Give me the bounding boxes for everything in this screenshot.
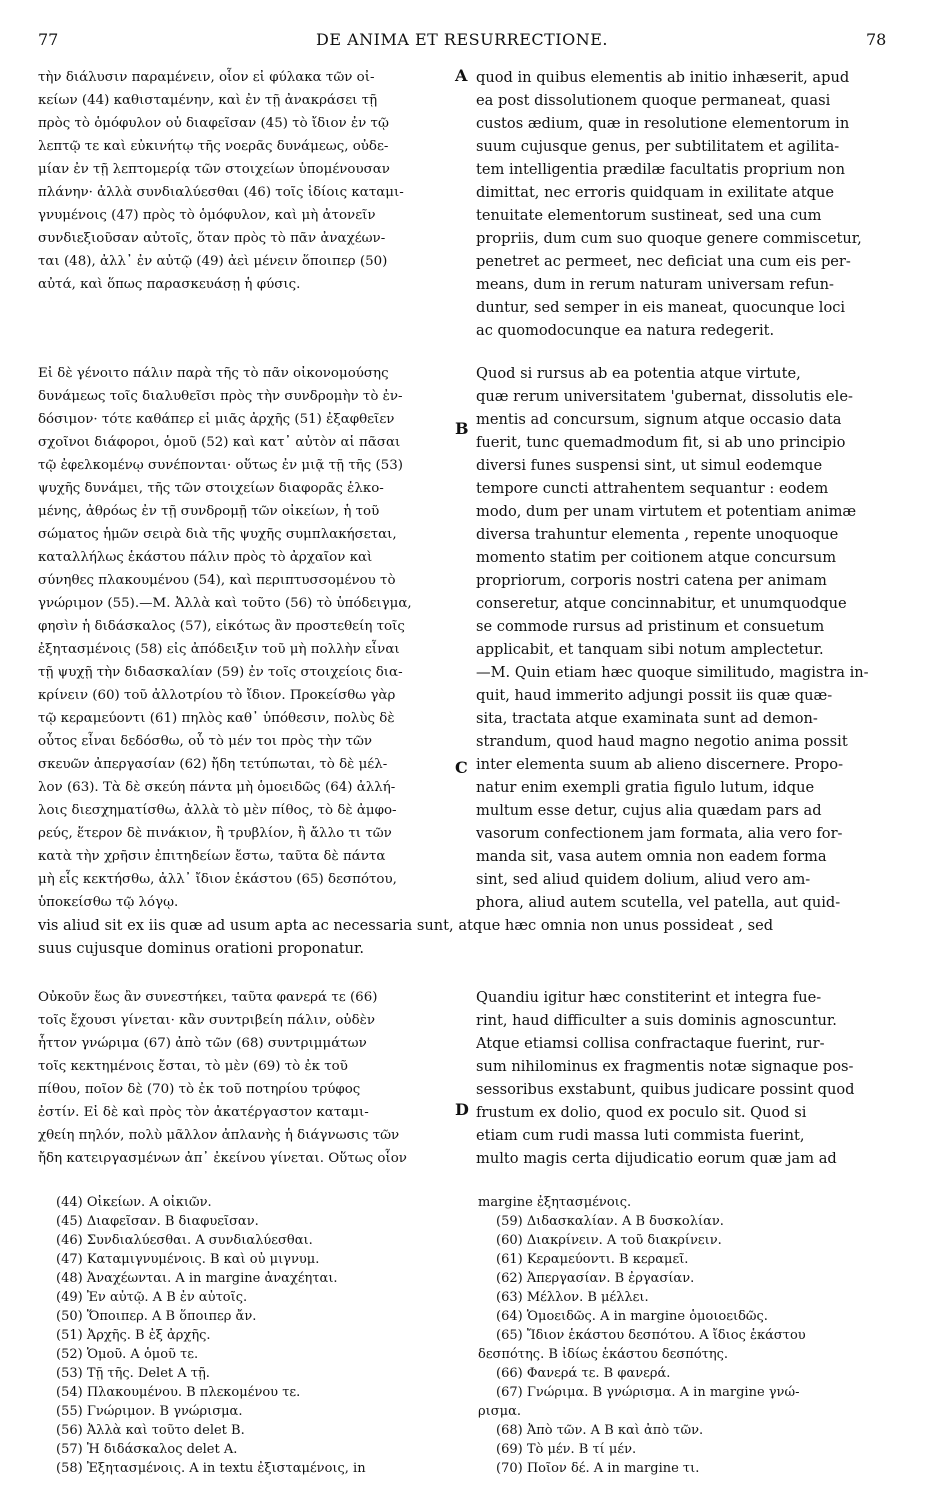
greek-line: λοις διεσχηματίσθω, ἀλλὰ τὸ μὲν πίθος, τὸ δὲ ἀμφο- (38, 803, 397, 818)
footnote: (62) Ἀπεργασίαν. B ἐργασίαν. (496, 1271, 695, 1286)
latin-line: propriorum, corporis nostri catena per animam (476, 572, 827, 589)
page-number-right: 78 (866, 30, 887, 49)
greek-line: λον (63). Τὰ δὲ σκεύη πάντα μὴ ὁμοειδῶς (64) ἀλλή- (38, 780, 396, 795)
greek-line: ἐστίν. Εἰ δὲ καὶ πρὸς τὸν ἀκατέργαστον καταμι- (38, 1105, 369, 1120)
latin-line: ac quomodocunque ea natura redegerit. (476, 322, 775, 339)
latin-line: tenuitate elementorum sustineat, sed una cum (476, 207, 822, 224)
footnote: ρισμα. (478, 1404, 521, 1419)
latin-line: duntur, sed semper in eis maneat, quocunque loci (476, 299, 846, 316)
running-title: DE ANIMA ET RESURRECTIONE. (316, 30, 608, 49)
greek-line: καταλλήλως ἑκάστου πάλιν πρὸς τὸ ἀρχαῖον καὶ (38, 550, 373, 565)
latin-line: ea post dissolutionem quoque permaneat, quasi (476, 92, 831, 109)
latin-line: sessoribus exstabunt, quibus judicare possint quod (476, 1081, 855, 1098)
margin-marker-a: A (455, 66, 468, 85)
latin-line: diversa trahuntur elementa , repente unoquoque (476, 526, 839, 543)
greek-line: συνδιεξιοῦσαν αὐτοῖς, ὅταν πρὸς τὸ πᾶν ἀναχέων- (38, 231, 386, 246)
greek-line: Οὐκοῦν ἕως ἂν συνεστήκει, ταῦτα φανερά τε (66) (38, 990, 378, 1005)
latin-line: inter elementa suum ab alieno discernere. Propo- (476, 756, 843, 773)
greek-line: πρὸς τὸ ὁμόφυλον οὐ διαφεῖσαν (45) τὸ ἴδιον ἐν τῷ (38, 116, 389, 131)
latin-line: quod in quibus elementis ab initio inhæserit, apud (476, 69, 850, 86)
greek-line: μένης, ἀθρόως ἐν τῇ συνδρομῇ τῶν οἰκείων, ἡ τοῦ (38, 504, 380, 519)
latin-line: tem intelligentia prædilæ facultatis proprium non (476, 161, 845, 178)
latin-line: multo magis certa dijudicatio eorum quæ jam ad (476, 1150, 837, 1167)
greek-line: ται (48), ἀλλ᾽ ἐν αὐτῷ (49) ἀεὶ μένειν ὅποιπερ (50) (38, 254, 388, 269)
footnote: margine ἐξητασμένοις. (478, 1195, 632, 1210)
greek-line: κρίνειν (60) τοῦ ἀλλοτρίου τὸ ἴδιον. Προκείσθω γὰρ (38, 688, 396, 703)
latin-line: quæ rerum universitatem 'gubernat, dissolutis ele- (476, 388, 853, 405)
latin-line: conseretur, atque concinnabitur, et unumquodque (476, 595, 847, 612)
latin-line: quit, haud immerito adjungi possit iis quæ quæ- (476, 687, 833, 704)
greek-line: σχοῖνοι διάφοροι, ὁμοῦ (52) καὶ κατ᾽ αὐτὸν αἱ πᾶσαι (38, 435, 401, 450)
footnotes-right (478, 1193, 891, 1478)
latin-line: natur enim exempli gratia figulo lutum, idque (476, 779, 815, 796)
footnote: (49) Ἐν αὐτῷ. A B ἐν αὐτοῖς. (56, 1290, 248, 1305)
footnote: (66) Φανερά τε. B φανερά. (496, 1366, 671, 1381)
greek-line: τὴν διάλυσιν παραμένειν, οἷον εἰ φύλακα τῶν οἰ- (38, 70, 375, 85)
greek-line: σώματος ἡμῶν σειρὰ διὰ τῆς ψυχῆς συμπλακήσεται, (38, 527, 397, 542)
footnote: (45) Διαφεῖσαν. B διαφυεῖσαν. (56, 1214, 259, 1229)
latin-line: sint, sed aliud quidem dolium, aliud vero am- (476, 871, 811, 888)
greek-line: πίθου, ποῖον δὲ (70) τὸ ἐκ τοῦ ποτηρίου τρύφος (38, 1082, 361, 1097)
latin-column-section-3 (476, 986, 891, 1170)
footnote: (64) Ὁμοειδῶς. A in margine ὁμοιοειδῶς. (496, 1309, 768, 1324)
latin-line: Quod si rursus ab ea potentia atque virtute, (476, 365, 801, 382)
footnote: (44) Οἰκείων. A οἰκιῶν. (56, 1195, 212, 1210)
latin-line: phora, aliud autem scutella, vel patella, aut quid- (476, 894, 841, 911)
greek-line: ἤδη κατειργασμένων ἀπ᾽ ἐκείνου γίνεται. Οὕτως οἷον (38, 1151, 407, 1166)
latin-column-section-2 (476, 362, 891, 914)
greek-line: ἐξητασμένοις (58) εἰς ἀπόδειξιν τοῦ μὴ πολλὴν εἶναι (38, 642, 400, 657)
greek-line: μίαν ἐν τῇ λεπτομερίᾳ τῶν στοιχείων ὑπομένουσαν (38, 162, 390, 177)
footnote: (47) Καταμιγνυμένοις. B καὶ οὐ μιγνυμ. (56, 1252, 320, 1267)
latin-line: dimittat, nec erroris quidquam in exilitate atque (476, 184, 834, 201)
greek-line: γνυμένοις (47) πρὸς τὸ ὁμόφυλον, καὶ μὴ ἀτονεῖν (38, 208, 376, 223)
latin-line: rint, haud difficulter a suis dominis agnoscuntur. (476, 1012, 837, 1029)
margin-marker-c: C (455, 758, 468, 777)
latin-line: multum esse detur, cujus alia quædam pars ad (476, 802, 822, 819)
latin-line: sum nihilominus ex fragmentis notæ signaque pos- (476, 1058, 854, 1075)
greek-line: τοῖς ἔχουσι γίνεται· κἂν συντριβείη πάλιν, οὐδὲν (38, 1013, 375, 1028)
greek-line: Εἰ δὲ γένοιτο πάλιν παρὰ τῆς τὸ πᾶν οἰκονομούσης (38, 366, 389, 381)
greek-line: αὐτά, καὶ ὅπως παρασκευάσῃ ἡ φύσις. (38, 277, 301, 292)
greek-line: μὴ εἷς κεκτήσθω, ἀλλ᾽ ἴδιον ἑκάστου (65) δεσπότου, (38, 872, 397, 887)
latin-line: custos ædium, quæ in resolutione elementorum in (476, 115, 850, 132)
greek-line: τοῖς κεκτημένοις ἔσται, τὸ μὲν (69) τὸ ἐκ τοῦ (38, 1059, 348, 1074)
latin-line: momento statim per coitionem atque concursum (476, 549, 837, 566)
latin-line: fuerit, tunc quemadmodum fit, si ab uno principio (476, 434, 846, 451)
footnote: (61) Κεραμεύοντι. B κεραμεῖ. (496, 1252, 689, 1267)
latin-line: manda sit, vasa autem omnia non eadem forma (476, 848, 827, 865)
footnote: (65) Ἴδιον ἑκάστου δεσπότου. A ἴδιος ἑκάστου (496, 1328, 806, 1343)
greek-line: σύνηθες πλακουμένου (54), καὶ περιπτυσσομένου τὸ (38, 573, 396, 588)
footnote: (59) Διδασκαλίαν. A B δυσκολίαν. (496, 1214, 724, 1229)
latin-column-section-1 (476, 66, 891, 342)
greek-line: κείων (44) καθισταμένην, καὶ ἐν τῇ ἀνακράσει τῇ (38, 93, 378, 108)
latin-line: vis aliud sit ex iis quæ ad usum apta ac necessaria sunt, atque hæc omnia non unus possideat , sed (38, 917, 774, 934)
latin-line: etiam cum rudi massa luti commista fuerint, (476, 1127, 805, 1144)
latin-full-width-continuation (38, 914, 891, 960)
footnote: (55) Γνώριμον. B γνώρισμα. (56, 1404, 243, 1419)
greek-line: κατὰ τὴν χρῆσιν ἐπιτηδείων ἔστω, ταῦτα δὲ πάντα (38, 849, 386, 864)
latin-line: diversi funes suspensi sint, ut simul eodemque (476, 457, 823, 474)
footnote: δεσπότης. B ἰδίως ἑκάστου δεσπότης. (478, 1347, 729, 1362)
footnote: (58) Ἐξητασμένοις. A in textu ἐξισταμένοις, in (56, 1461, 366, 1476)
margin-marker-d: D (455, 1100, 469, 1119)
footnote: (53) Τῇ τῆς. Delet A τῇ. (56, 1366, 210, 1381)
footnote: (70) Ποῖον δέ. A in margine τι. (496, 1461, 700, 1476)
latin-line: se commode rursus ad pristinum et consuetum (476, 618, 825, 635)
greek-column-section-3 (38, 986, 450, 1170)
footnote: (52) Ὁμοῦ. A ὁμοῦ τε. (56, 1347, 199, 1362)
footnote: (68) Ἀπὸ τῶν. A B καὶ ἀπὸ τῶν. (496, 1423, 704, 1438)
latin-line: modo, dum per unam virtutem et potentiam animæ (476, 503, 857, 520)
latin-line: frustum ex dolio, quod ex poculo sit. Quod si (476, 1104, 807, 1121)
greek-column-section-1 (38, 66, 450, 296)
greek-column-section-2 (38, 362, 450, 914)
greek-line: τῷ ἐφελκομένῳ συνέπονται· οὕτως ἐν μιᾷ τῇ τῆς (53) (38, 458, 404, 473)
footnote: (63) Μέλλον. B μέλλει. (496, 1290, 649, 1305)
latin-line: tempore cuncti attrahentem sequantur : eodem (476, 480, 829, 497)
footnote: (46) Συνδιαλύεσθαι. A συνδιαλύεσθαι. (56, 1233, 313, 1248)
latin-line: Atque etiamsi collisa confractaque fuerint, rur- (476, 1035, 825, 1052)
footnote: (56) Ἀλλὰ καὶ τοῦτο delet B. (56, 1423, 245, 1438)
latin-line: penetret ac permeet, nec deficiat una cum eis per- (476, 253, 851, 270)
latin-line: mentis ad concursum, signum atque occasio data (476, 411, 842, 428)
page-number-left: 77 (38, 30, 59, 49)
footnote: (48) Ἀναχέωνται. A in margine ἀναχέηται. (56, 1271, 338, 1286)
margin-marker-b: B (455, 419, 469, 438)
latin-line: applicabit, et tanquam sibi notum amplectetur. (476, 641, 824, 658)
latin-line: —M. Quin etiam hæc quoque similitudo, magistra in- (476, 664, 869, 681)
footnote: (54) Πλακουμένου. B πλεκομένου τε. (56, 1385, 301, 1400)
greek-line: οὗτος εἶναι δεδόσθω, οὗ τὸ μέν τοι πρὸς τὴν τῶν (38, 734, 373, 749)
greek-line: λεπτῷ τε καὶ εὐκινήτῳ τῆς νοερᾶς δυνάμεως, οὐδε- (38, 139, 389, 154)
latin-line: propriis, dum cum suo quoque genere commiscetur, (476, 230, 862, 247)
latin-line: Quandiu igitur hæc constiterint et integra fue- (476, 989, 822, 1006)
greek-line: ὑποκείσθω τῷ λόγῳ. (38, 895, 179, 910)
greek-line: δόσιμον· τότε καθάπερ εἰ μιᾶς ἀρχῆς (51) ἐξαφθεῖεν (38, 412, 395, 427)
greek-line: τῷ κεραμεύοντι (61) πηλὸς καθ᾽ ὑπόθεσιν, πολὺς δὲ (38, 711, 395, 726)
greek-line: ρεύς, ἕτερον δὲ πινάκιον, ἢ τρυβλίον, ἢ ἄλλο τι τῶν (38, 826, 392, 841)
greek-line: τῇ ψυχῇ τὴν διδασκαλίαν (59) ἐν τοῖς στοιχείοις δια- (38, 665, 403, 680)
latin-line: means, dum in rerum naturam universam refun- (476, 276, 834, 293)
greek-line: φησὶν ἡ διδάσκαλος (57), εἰκότως ἂν προστεθείη τοῖς (38, 619, 405, 634)
greek-line: πλάνην· ἀλλὰ συνδιαλύεσθαι (46) τοῖς ἰδίοις καταμι- (38, 185, 404, 200)
greek-line: χθείη πηλόν, πολὺ μᾶλλον ἀπλανὴς ἡ διάγνωσις τῶν (38, 1128, 400, 1143)
footnote: (69) Τὸ μέν. B τί μέν. (496, 1442, 637, 1457)
greek-line: ψυχῆς δυνάμει, τῆς τῶν στοιχείων διαφορᾶς ἑλκο- (38, 481, 384, 496)
footnotes-left (56, 1193, 456, 1478)
greek-line: ἧττον γνώριμα (67) ἀπὸ τῶν (68) συντριμμάτων (38, 1036, 367, 1051)
footnote: (50) Ὅποιπερ. A B ὅποιπερ ἄν. (56, 1309, 257, 1324)
greek-line: σκευῶν ἀπεργασίαν (62) ἤδη τετύπωται, τὸ δὲ μέλ- (38, 757, 388, 772)
latin-line: strandum, quod haud magno negotio anima possit (476, 733, 848, 750)
latin-line: suus cujusque dominus orationi proponatur. (38, 940, 365, 957)
greek-line: γνώριμον (55).—Μ. Ἀλλὰ καὶ τοῦτο (56) τὸ ὑπόδειγμα, (38, 596, 412, 611)
latin-line: sita, tractata atque examinata sunt ad demon- (476, 710, 818, 727)
footnote: (51) Ἀρχῆς. B ἐξ ἀρχῆς. (56, 1328, 211, 1343)
latin-line: suum cujusque genus, per subtilitatem et agilita- (476, 138, 840, 155)
greek-line: δυνάμεως τοῖς διαλυθεῖσι πρὸς τὴν συνδρομὴν τὸ ἐν- (38, 389, 403, 404)
footnote: (60) Διακρίνειν. A τοῦ διακρίνειν. (496, 1233, 722, 1248)
latin-line: vasorum confectionem jam formata, alia vero for- (476, 825, 843, 842)
footnote: (67) Γνώριμα. B γνώρισμα. A in margine γνώ- (496, 1385, 800, 1400)
footnote: (57) Ἡ διδάσκαλος delet A. (56, 1442, 238, 1457)
